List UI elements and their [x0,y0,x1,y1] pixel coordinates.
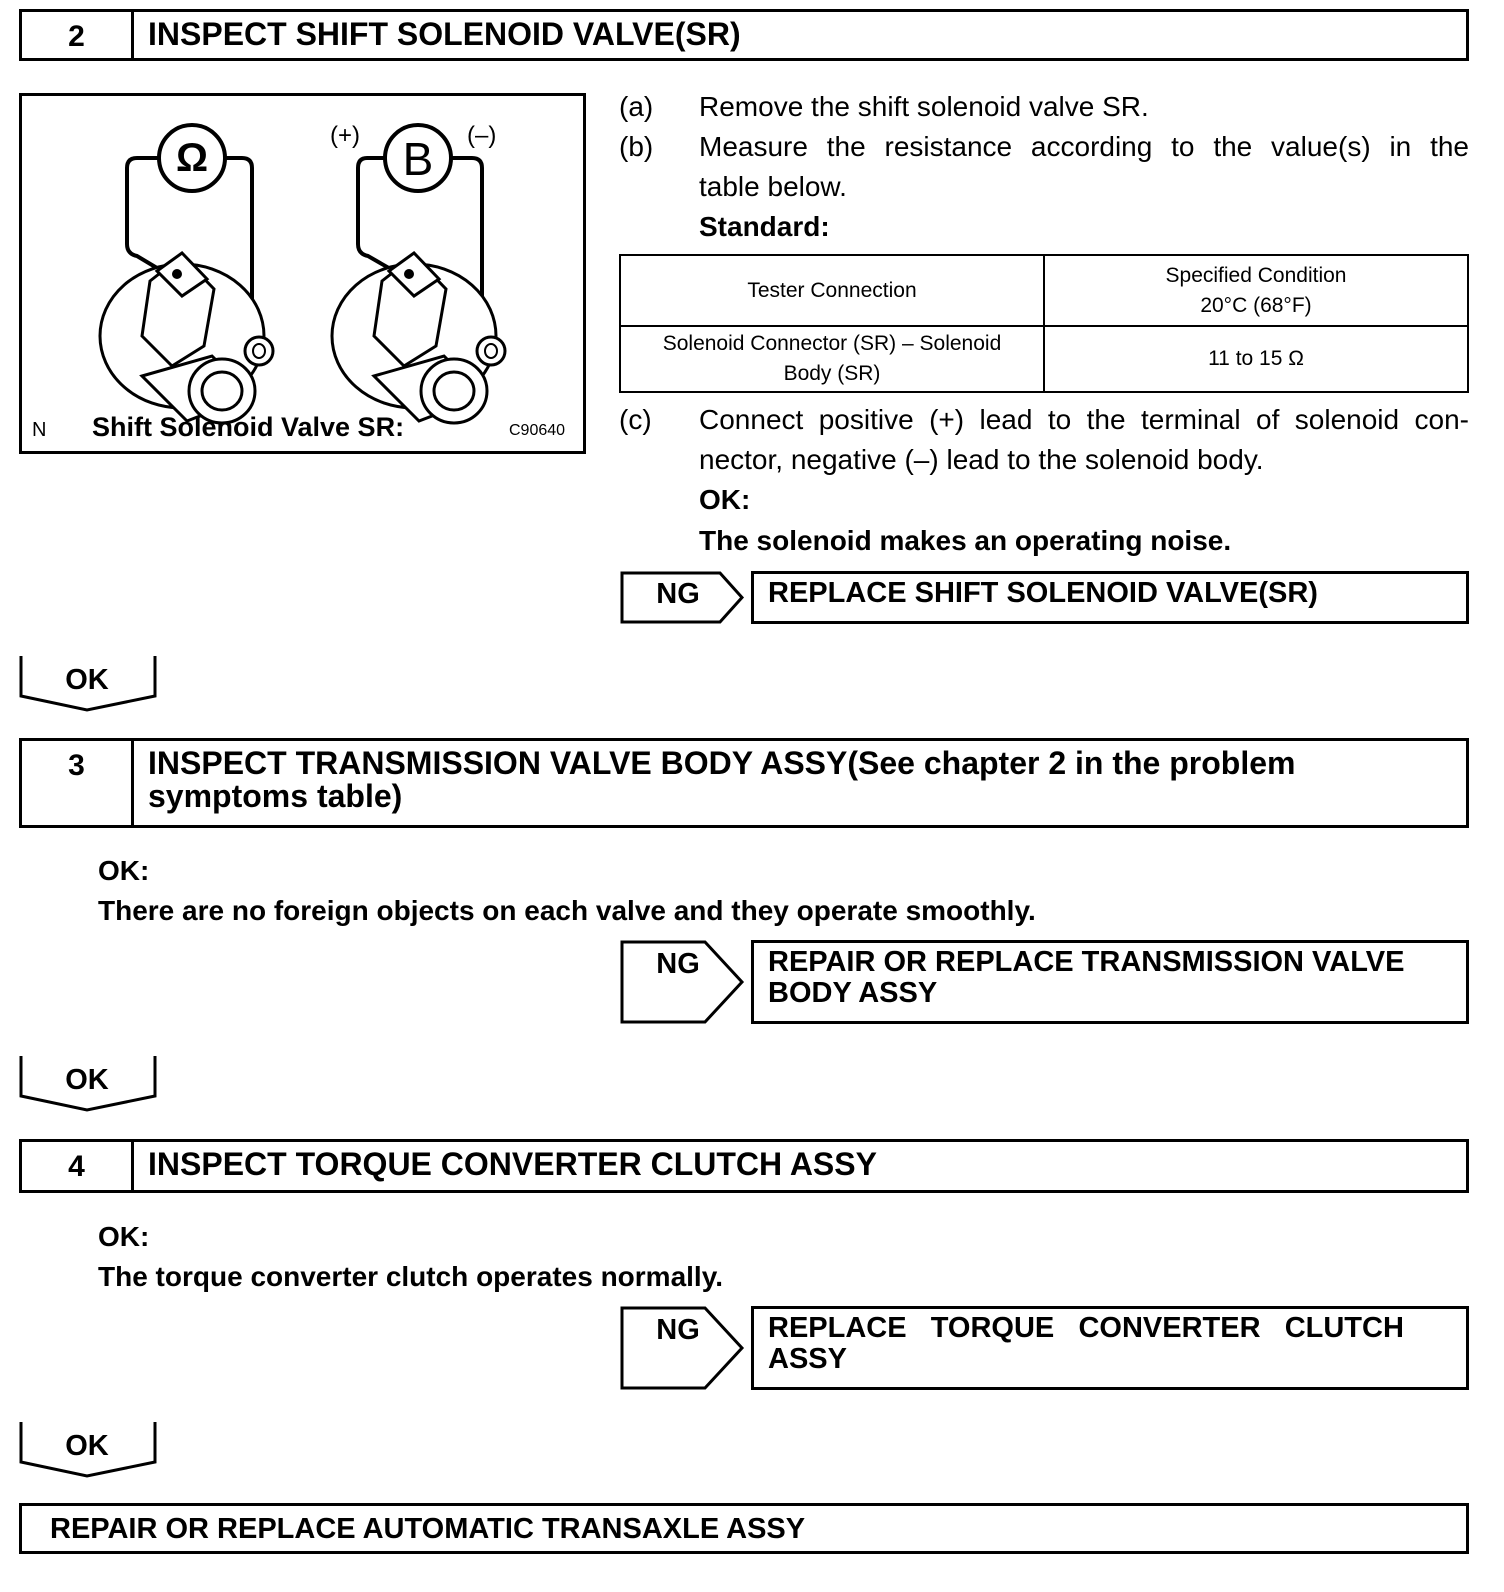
ok-label: OK: [699,484,751,515]
ok-text: There are no foreign objects on each valve and they operate smoothly. [98,895,1036,926]
table-header-tester: Tester Connection [620,255,1044,326]
figure-code: C90640 [509,422,566,439]
step-b-text-cont: table below. [699,171,847,202]
step-b-letter: (b) [619,131,654,162]
step-number: 3 [22,741,134,825]
step-title: INSPECT TORQUE CONVERTER CLUTCH ASSY [148,1146,877,1182]
final-action-box [19,1503,1469,1554]
ok-arrow-label: OK [65,1064,109,1096]
step-a-text: Remove the shift solenoid valve SR. [699,91,1149,122]
battery-symbol: B [402,133,434,185]
ohm-symbol: Ω [175,136,209,180]
step-2-header [19,9,1469,61]
solenoid-figure [19,93,586,454]
table-cell-connection [620,326,1044,392]
step-c-line1: Connect positive (+) lead to the terminal of solenoid con- [699,404,1469,435]
step-c-line2: nector, negative (–) lead to the solenoid body. [699,444,1264,475]
ok-label: OK: [98,855,150,886]
ok-arrow-label: OK [65,664,109,696]
step-title [148,747,1456,813]
ng-action-line2: BODY ASSY [768,977,938,1009]
step-title-line2: symptoms table) [148,778,403,814]
ng-label: NG [656,578,700,610]
step-title-line1: INSPECT TRANSMISSION VALVE BODY ASSY(See chapter 2 in the problem [148,745,1296,781]
table-header-spec: Specified Condition [1165,263,1347,287]
minus-label: (–) [467,122,497,149]
table-cell-value: 11 to 15 Ω [1044,326,1468,392]
ok-text: The torque converter clutch operates normally. [98,1261,723,1292]
figure-caption: Shift Solenoid Valve SR: [92,412,405,442]
step-b-text: Measure the resistance according to the value(s) in the [699,131,1469,162]
table-header-condition [1044,255,1468,326]
plus-label: (+) [330,122,360,149]
ng-action-box [751,1306,1469,1390]
ng-action-line2: ASSY [768,1343,847,1375]
spec-table [619,254,1469,393]
ok-text: The solenoid makes an operating noise. [699,525,1232,556]
table-connection-line2: Body (SR) [783,362,881,385]
table-connection-line1: Solenoid Connector (SR) – Solenoid [662,332,1002,355]
step-a-letter: (a) [619,91,654,122]
step-number: 4 [22,1142,134,1190]
step-c-letter: (c) [619,404,652,435]
step-title: INSPECT SHIFT SOLENOID VALVE(SR) [148,16,741,52]
ng-action-line1: REPAIR OR REPLACE TRANSMISSION VALVE [768,946,1405,978]
standard-label: Standard: [699,211,830,242]
ng-action-box: REPLACE SHIFT SOLENOID VALVE(SR) [751,571,1469,624]
ok-label: OK: [98,1221,150,1252]
final-action-text: REPAIR OR REPLACE AUTOMATIC TRANSAXLE ASSY [50,1513,806,1545]
solenoid-illustration [22,96,583,451]
ng-label: NG [656,948,700,980]
step-4-header [19,1139,1469,1193]
ng-action-line1: REPLACE TORQUE CONVERTER CLUTCH [768,1312,1404,1344]
step-number: 2 [22,12,134,58]
table-header-temp: 20°C (68°F) [1200,293,1312,317]
ng-action-box [751,940,1469,1024]
step-3-header [19,738,1469,828]
figure-corner-label: N [32,419,47,441]
ng-label: NG [656,1314,700,1346]
ok-arrow-label: OK [65,1430,109,1462]
